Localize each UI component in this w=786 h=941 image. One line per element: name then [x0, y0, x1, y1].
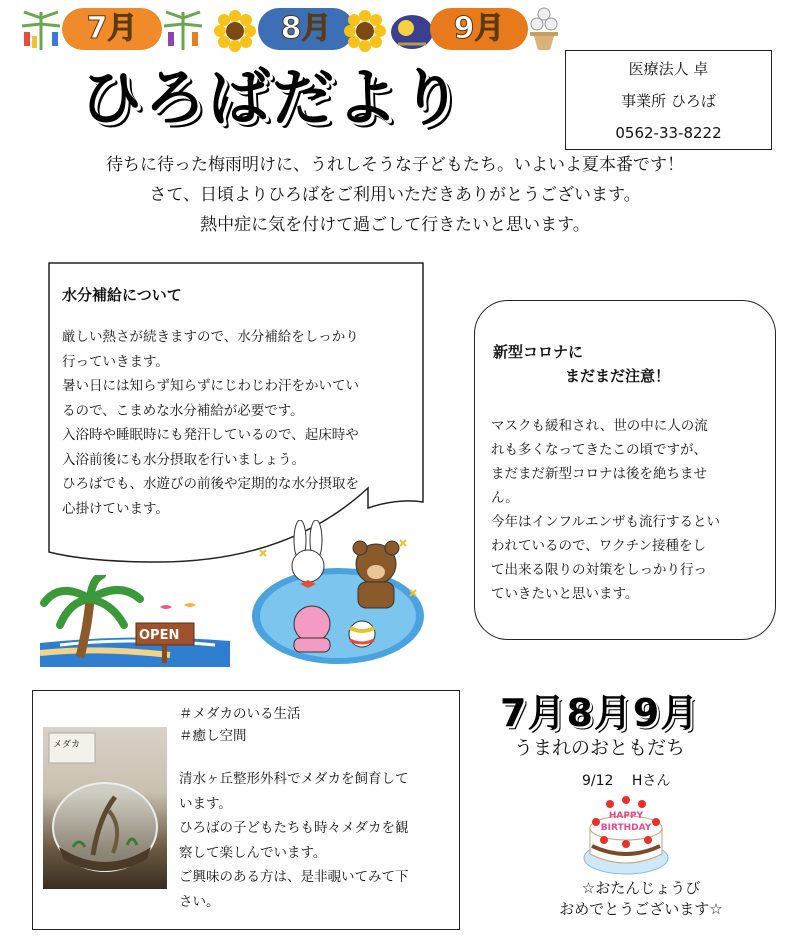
medaka-tag: ＃メダカのいる生活 — [179, 706, 301, 722]
hydration-line: 暑い日には知らず知らずにじわじわ汗をかいてい — [62, 378, 359, 394]
intro-line: 待ちに待った梅雨明けに、うれしそうな子どもたち。いよいよ夏本番です！ — [106, 155, 684, 175]
medaka-line: ひろばの子どもたちも時々メダカを観 — [179, 820, 409, 836]
covid-heading-line1: 新型コロナに — [493, 343, 584, 361]
birthday-message-line1: ☆おたんじょうび — [581, 879, 701, 897]
medaka-tag: ＃癒し空間 — [179, 728, 247, 744]
birthday-subtitle: うまれのおともだち — [514, 737, 686, 759]
contact-office: 事業所 ひろば — [621, 92, 716, 110]
covid-heading-line2: まだまだ注意！ — [565, 367, 671, 385]
hydration-line: 厳しい熱さが続きますので、水分補給をしっかり — [62, 329, 359, 345]
hydration-line: 入浴時や睡眠時にも発汗しているので、起床時や — [62, 427, 359, 443]
tanabata-bamboo-icon — [160, 8, 206, 52]
medaka-line: 清水ヶ丘整形外科でメダカを飼育して — [179, 771, 409, 787]
hydration-line: ひろばでも、水遊びの前後や定期的な水分摂取を — [62, 476, 359, 492]
intro-text — [60, 150, 730, 240]
hydration-line: 行っていきます。 — [62, 353, 169, 370]
month-pill-july: 7月 — [62, 8, 162, 50]
moon-night-icon — [390, 10, 434, 52]
cake-text-happy: HAPPY — [608, 811, 644, 821]
hydration-line: 心掛けています。 — [62, 500, 169, 517]
covid-line: ていきたいと思います。 — [491, 586, 639, 602]
month-pill-september: 9月 — [430, 8, 528, 50]
birthday-entry: 9/12 Hさん — [582, 773, 671, 789]
newsletter-title: ひろばだより — [80, 61, 465, 134]
fish-tank-image — [43, 727, 167, 889]
birthday-title: 7月8月9月 — [500, 691, 700, 735]
contact-org: 医療法人 卓 — [628, 60, 709, 78]
covid-line: て出来る限りの対策をしっかり行っ — [491, 562, 707, 578]
covid-line: ん。 — [491, 490, 519, 506]
covid-line: れも多くなってきたこの頃ですが、 — [491, 442, 707, 458]
sunflower-icon — [344, 10, 386, 52]
contact-box — [565, 50, 772, 150]
intro-line: 熱中症に気を付けて過ごして行きたいと思います。 — [200, 215, 590, 235]
cake-text-birthday: BIRTHDAY — [600, 823, 652, 833]
hydration-line: るので、こまめな水分補給が必要です。 — [62, 402, 304, 419]
medaka-line: います。 — [179, 795, 232, 812]
contact-phone: 0562-33-8222 — [615, 124, 722, 142]
medaka-tank-photo — [43, 727, 167, 889]
intro-line: さて、日頃よりひろばをご利用いただきありがとうございます。 — [149, 185, 641, 205]
hydration-heading: 水分補給について — [62, 286, 182, 304]
hydration-line: 入浴前後にも水分摂取を行いましょう。 — [62, 451, 305, 468]
tanabata-bamboo-icon — [18, 8, 64, 52]
birthday-cake-icon — [580, 792, 672, 878]
beach-palm-tree-illustration — [40, 575, 230, 667]
covid-line: われているので、ワクチン接種をし — [491, 538, 707, 554]
sunflower-icon — [214, 10, 256, 52]
medaka-section — [32, 690, 460, 930]
tsukimi-dango-icon — [524, 6, 564, 52]
open-sign-text: OPEN — [139, 628, 180, 643]
medaka-line: ご興味のある方は、是非覗いてみて下 — [179, 869, 409, 885]
covid-caution-section — [474, 300, 776, 640]
medaka-line: 察して楽しんでいます。 — [179, 844, 327, 861]
covid-line: マスクも緩和され、世の中に人の流 — [491, 418, 708, 434]
photo-label: メダカ — [53, 740, 81, 750]
birthday-message-line2: おめでとうございます☆ — [559, 900, 723, 918]
covid-line: まだまだ新型コロナは後を絶ちませ — [491, 466, 707, 482]
medaka-line: さい。 — [179, 893, 220, 910]
covid-line: 今年はインフルエンザも流行するとい — [491, 514, 720, 530]
pool-animals-illustration — [250, 520, 426, 666]
month-pill-august: 8月 — [258, 8, 354, 50]
birthday-message — [536, 878, 746, 920]
